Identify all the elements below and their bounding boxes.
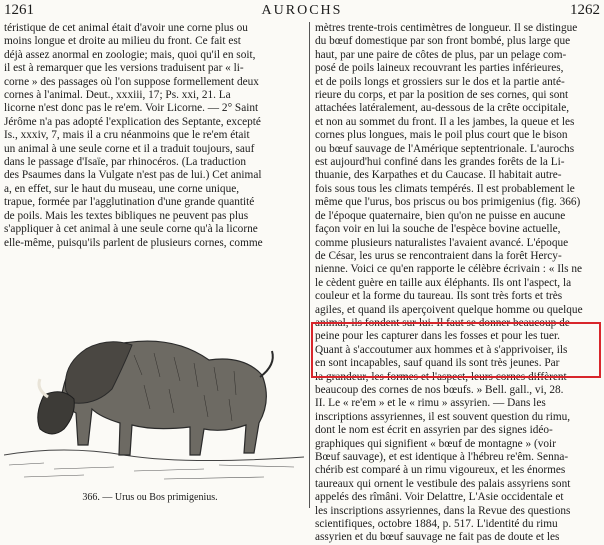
text-line: Jérôme n'a pas adopté l'explication des Septante, excepté bbox=[4, 115, 261, 128]
text-line: de l'époque quaternaire, bien qu'on ne puisse en aucune bbox=[315, 209, 566, 222]
text-line: corne » des passages où l'on suppose formellement deux bbox=[4, 75, 259, 88]
text-line: téristique de cet animal était d'avoir une corne plus ou bbox=[4, 22, 248, 34]
text-line: inscriptions assyriennes, il est souvent question du rimu, bbox=[315, 410, 571, 423]
text-line: un animal à une seule corne et il a traduit toujours, sauf bbox=[4, 142, 255, 155]
text-line: chérib est comparé à un rimu vigoureux, et les énormes bbox=[315, 464, 566, 477]
text-line: façon voir en lui la souche de l'espèce bovine actuelle, bbox=[315, 223, 561, 236]
text-line: licorne n'est donc pas le re'em. Voir Licorne. — 2° Saint bbox=[4, 102, 259, 115]
text-line: scientifiques, octobre 1884, p. 517. L'identité du rimu bbox=[315, 518, 558, 531]
text-line: et non au sommet du front. Il a les jambes, la queue et les bbox=[315, 115, 575, 128]
running-title: AUROCHS bbox=[261, 3, 343, 18]
text-line: beaucoup des cornes de nos bœufs. » Bell. gall., vi, 28. bbox=[315, 383, 564, 396]
text-line: dont le nom est écrit en assyrien par des signes idéo- bbox=[315, 424, 553, 437]
text-line: la grandeur, les formes et l'aspect, leurs cornes diffèrent bbox=[315, 370, 567, 383]
page-header bbox=[0, 0, 604, 22]
aurochs-illustration bbox=[4, 305, 304, 485]
text-line: nienne. Voici ce qu'en rapporte le célèbre écrivain : « Ils ne bbox=[315, 263, 582, 276]
text-line: trapue, formée par l'agglutination d'une grande quantité bbox=[4, 196, 255, 209]
text-line: II. Le « re'em » et le « rimu » assyrien. — Dans les bbox=[315, 397, 546, 410]
text-line: posé de poils laineux recouvrant les parties inférieures, bbox=[315, 62, 564, 75]
text-line: du bœuf domestique par son front bombé, plus large que bbox=[315, 35, 571, 48]
column-divider bbox=[309, 22, 310, 508]
text-line: graphiques qui signifient « bœuf de montagne » (voir bbox=[315, 437, 556, 450]
text-line: est aujourd'hui confiné dans les grandes forêts de la Li- bbox=[315, 156, 565, 169]
text-line: le cèdent guère en taille aux éléphants. Ils ont l'aspect, la bbox=[315, 276, 572, 289]
text-line: assyrien et du bœuf sauvage ne fait pas de doute et les bbox=[315, 531, 560, 544]
text-line: de poils. Mais les textes bibliques ne peuvent pas plus bbox=[4, 209, 249, 222]
text-line: appelés des rîmâni. Voir Delattre, L'Asie occidentale et bbox=[315, 491, 564, 504]
text-line: de César, les urus se rencontraient dans la forêt Hercy- bbox=[315, 249, 562, 262]
text-line: attachées latéralement, au-dessous de la crête occipitale, bbox=[315, 102, 570, 115]
text-line: cornes plus longues, mais le poil plus court que le bison bbox=[315, 129, 568, 142]
right-column-text bbox=[315, 22, 600, 545]
bison-engraving bbox=[4, 305, 304, 485]
text-line: en sont incapables, sauf quand ils sont très jeunes. Par bbox=[315, 357, 560, 370]
text-line: les inscriptions assyriennes, dans la Revue des questions bbox=[315, 504, 571, 517]
highlight-box bbox=[311, 322, 601, 378]
text-line: Is., xxxiv, 7, mais il a cru néanmoins que le re'em était bbox=[4, 129, 250, 142]
text-line: thuanie, des Karpathes et du Caucase. Il habitait autre- bbox=[315, 169, 562, 182]
text-line: et de poils longs et grossiers sur le dos et la partie anté- bbox=[315, 75, 565, 88]
page-number-right: 1262 bbox=[570, 2, 600, 18]
page-number-left: 1261 bbox=[4, 2, 34, 18]
figure-caption: 366. — Urus ou Bos primigenius. bbox=[82, 492, 218, 503]
text-line: moins longue et droite au milieu du front. Ce fait est bbox=[4, 35, 241, 48]
text-line: Bœuf sauvage), et est identique à l'hébreu re'êm. Senna- bbox=[315, 451, 569, 463]
left-column-text bbox=[4, 22, 304, 250]
text-line: même que l'urus, bos priscus ou bos primigenius (fig. 366) bbox=[315, 196, 581, 209]
text-line: ou bœuf sauvage de l'Amérique septentrionale. L'aurochs bbox=[315, 142, 575, 155]
text-line: rieure du corps, et par la position de ses cornes, qui sont bbox=[315, 89, 569, 102]
text-line: mètres trente-trois centimètres de longueur. Il se distingue bbox=[315, 22, 578, 34]
text-line: haut, par une paire de côtes de plus, par un pelage com- bbox=[315, 48, 567, 61]
text-line: taureaux qui ornent le vestibule des palais assyriens sont bbox=[315, 477, 571, 490]
text-line: comme plusieurs naturalistes l'avaient avancé. L'époque bbox=[315, 236, 569, 249]
text-line: cornes à l'animal. Deut., xxxiii, 17; Ps. xxi, 21. La bbox=[4, 89, 231, 102]
text-line: des Psaumes dans la Vulgate n'est pas de lui.) Cet animal bbox=[4, 169, 262, 182]
text-line: s'appliquer à cet animal à une seule corne qu'à la licorne bbox=[4, 223, 258, 236]
text-line: agiles, et quand ils aperçoivent quelque homme ou quelque bbox=[315, 303, 583, 316]
text-line: a, en effet, sur le haut du museau, une corne unique, bbox=[4, 182, 240, 195]
text-line: couleur et la forme du taureau. Ils sont très forts et très bbox=[315, 290, 563, 303]
text-line: il est à remarquer que les versions traduisent par « li- bbox=[4, 62, 244, 75]
text-line: dans le passage d'Isaïe, par rhinocéros. (La traduction bbox=[4, 156, 247, 169]
text-line: Quant à s'accoutumer aux hommes et à s'apprivoiser, ils bbox=[315, 343, 568, 356]
text-line: elle-même, puisqu'ils parlent de plusieurs cornes, comme bbox=[4, 236, 263, 249]
text-line: déjà assez anormal en zoologie; mais, quoi qu'il en soit, bbox=[4, 48, 256, 61]
text-line: peine pour les capturer dans les fosses et pour les tuer. bbox=[315, 330, 561, 343]
text-line: animal, ils fondent sur lui. Il faut se donner beaucoup de bbox=[315, 316, 570, 329]
text-line: fois sous tous les climats tempérés. Il est probablement le bbox=[315, 182, 575, 195]
